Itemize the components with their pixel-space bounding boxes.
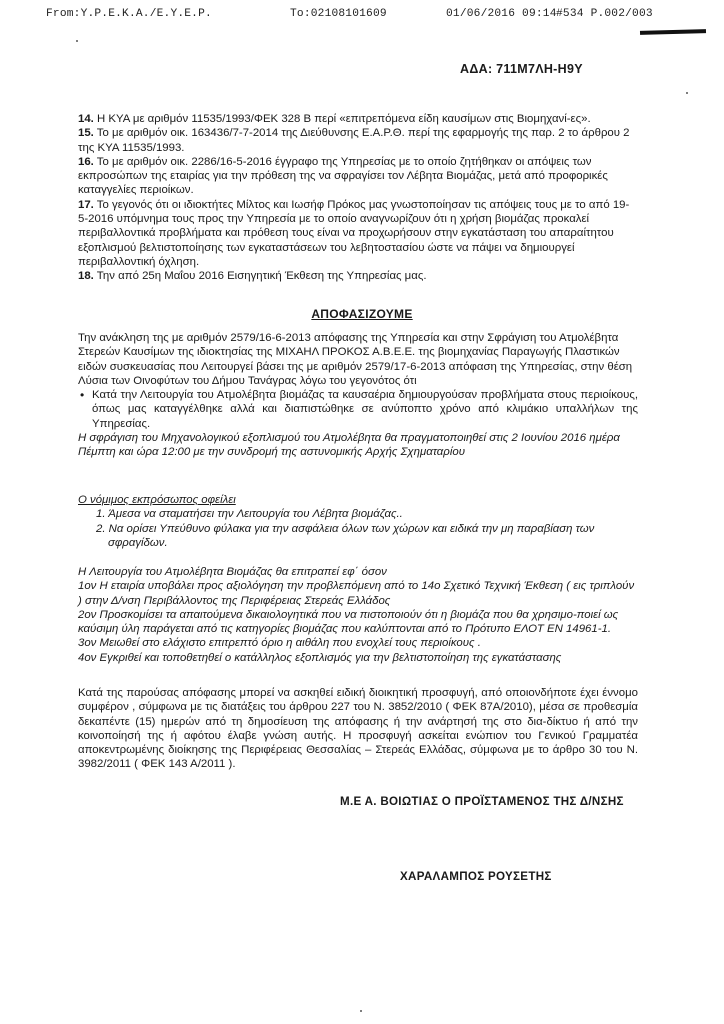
decision-bullet <box>80 388 638 431</box>
signature-title: Μ.Ε Α. ΒΟΙΩΤΙΑΣ Ο ΠΡΟΪΣΤΑΜΕΝΟΣ ΤΗΣ Δ/ΝΣΗΣ <box>340 795 624 808</box>
seal-notice: Η σφράγιση του Μηχανολογικού εξοπλισμού του Ατμολέβητα θα πραγματοποιηθεί στις 2 Ιουνίου 2016 ημέρα Πέμπτη και ώρα 12:00 με την συνδρομή της αστυνομικής Αρχής Σχηματαρίου <box>78 432 620 459</box>
obligations-heading: Ο νόμιμος εκπρόσωπος οφείλει <box>78 494 236 506</box>
decision-title: ΑΠΟΦΑΣΙΖΟΥΜΕ <box>311 307 413 321</box>
consideration-item: 16. Το με αριθμόν οικ. 2286/16-5-2016 έγγραφο της Υπηρεσίας με το οποίο ζητήθηκαν οι απόψεις των εκπροσώπων της εταιρίας για την πρόθεση της να σφραγίσει τον Λέβητα Βιομάζας, μετά από προφορικές καταγγελίες περιοίκων. <box>78 155 608 197</box>
decision-bullet-text: Κατά την Λειτουργία του Ατμολέβητα βιομάζας τα καυσαέρια δημιουργούσαν προβλήματα στους περιοίκους, όπως μας καταγγέλθηκε αλλά και διαπιστώθηκε σε ανύποπτο χρόνο από κλιμάκιο υπαλλήλων της Υπηρεσίας. <box>92 389 638 430</box>
obligation-item: 2. Να ορίσει Υπεύθυνο φύλακα για την ασφάλεια όλων των χώρων και ειδικά την μη παραβίαση των σφραγίδων. <box>96 522 595 549</box>
conditions-heading: Η Λειτουργία του Ατμολέβητα Βιομάζας θα επιτραπεί εφ΄ όσον <box>78 566 387 578</box>
obligations-section <box>78 493 638 550</box>
condition-item: 3ον Μειωθεί στο ελάχιστο επιτρεπτό όριο η αιθάλη που ενοχλεί τους περιοίκους . <box>78 637 481 650</box>
conditions-section <box>78 565 638 665</box>
scan-speck <box>686 92 688 94</box>
ada-code: ΑΔΑ: 711Μ7ΛΗ-Η9Υ <box>460 62 583 76</box>
decision-main-text: Την ανάκληση της με αριθμόν 2579/16-6-2013 απόφασης της Υπηρεσία και στην Σφράγιση του Ατμολέβητα Στερεών Καυσίμων της ιδιοκτησίας της ΜΙΧΑΗΛ ΠΡΟΚΟΣ Α.Β.Ε.Ε. της βιομηχανίας Παραγωγής Πλαστικών ειδών συσκευασίας που Λειτουργεί βάσει της με αριθμόν 2579/17-6-2013 απόφαση της Υπηρεσίας, στην θέση Λύσια των Οινοφύτων του Δήμου Τανάγρας λόγω του γεγονότος ότι <box>78 332 633 387</box>
considerations-list <box>78 112 638 284</box>
consideration-item: 14. Η ΚΥΑ με αριθμόν 11535/1993/ΦΕΚ 328 Β περί «επιτρεπόμενα είδη καυσίμων στις Βιομηχανί-ες». <box>78 113 591 125</box>
obligation-item: 1. Άμεσα να σταματήσει την Λειτουργία του Λέβητα βιομάζας.. <box>96 508 403 521</box>
scan-speck <box>76 40 78 42</box>
fax-page-number: #534 P.002/003 <box>556 8 653 20</box>
scan-artifact-bar <box>640 29 706 35</box>
consideration-item: 17. Το γεγονός ότι οι ιδιοκτήτες Μίλτος και Ιωσήφ Πρόκος μας γνωστοποίησαν τις απόψεις τους με το από 19-5-2016 υπόμνημα τους προς την Υπηρεσία με το οποίο αναγνωρίζουν ότι η χρήση βιομάζας προκαλεί περιβαλλοντικά προβλήματα και πρόθεση τους είναι να προχωρήσουν στην εγκατάσταση του απαραίτητου εξοπλισμού βελτιστοποίησης των εγκαταστάσεων του λεβητοστασίου ώστε να πάψει να δημιουργεί περιβαλλοντική όχληση. <box>78 198 630 268</box>
fax-from: From:Y.P.E.K.A./E.Y.E.P. <box>46 8 212 20</box>
decision-section <box>78 331 638 460</box>
fax-datetime: 01/06/2016 09:14 <box>446 8 557 20</box>
appeal-notice: Κατά της παρούσας απόφασης μπορεί να ασκηθεί ειδική διοικητική προσφυγή, από οποιονδήποτε έχει έννομο συμφέρον , σύμφωνα με τις διατάξεις του άρθρου 227 του Ν. 3852/2010 ( ΦΕΚ 87Α/2010), μέσα σε προθεσμία δεκαπέντε (15) ημερών από τη δημοσίευση της απόφασης ή την ανάρτησή της στο δια-δίκτυο ή από την κοινοποίησή της ή αφότου έλαβε γνώση αυτής. Η προσφυγή ασκείται ενώπιον του Γενικού Γραμματέα αποκεντρωμένης διοίκησης της Περιφέρειας Θεσσαλίας – Στερεάς Ελλάδας, σύμφωνα με το άρθρο 30 του Ν. 3982/2011 ( ΦΕΚ 143 Α/2011 ). <box>78 687 638 771</box>
consideration-item: 18. Την από 25η Μαΐου 2016 Εισηγητική Έκθεση της Υπηρεσίας μας. <box>78 270 427 283</box>
consideration-item: 15. Το με αριθμόν οικ. 163436/7-7-2014 της Διεύθυνσης Ε.Α.Ρ.Θ. περί της εφαρμογής της παρ. 2 το άρθρου 2 της ΚΥΑ 11535/1993. <box>78 127 630 154</box>
bullet-icon: • <box>80 388 85 403</box>
fax-transmission-header <box>46 8 702 24</box>
scan-speck <box>360 1010 362 1012</box>
condition-item: 2ον Προσκομίσει τα απαιτούμενα δικαιολογητικά που να πιστοποιούν ότι η βιομάζα που θα χρησιμο-ποιεί ως καύσιμη ύλη παράγεται από τις κατηγορίες βιομάζας που καλύπτονται από το Πρότυπο ΕΛΟΤ ΕΝ 14961-1. <box>78 608 619 636</box>
condition-item: 1ον Η εταιρία υποβάλει προς αξιολόγηση την προβλεπόμενη από το 14ο Σχετικό Τεχνική Έκθεση ( εις τριπλούν ) στην Δ/νση Περιβάλλοντος της Περιφέρειας Στερεάς Ελλάδος <box>78 580 635 607</box>
fax-to: To:02108101609 <box>290 8 387 20</box>
signature-name: ΧΑΡΑΛΑΜΠΟΣ ΡΟΥΣΕΤΗΣ <box>400 870 552 883</box>
condition-item: 4ον Εγκριθεί και τοποθετηθεί ο κατάλληλος εξοπλισμός για την βελτιστοποίηση της εγκατάστασης <box>78 651 562 664</box>
